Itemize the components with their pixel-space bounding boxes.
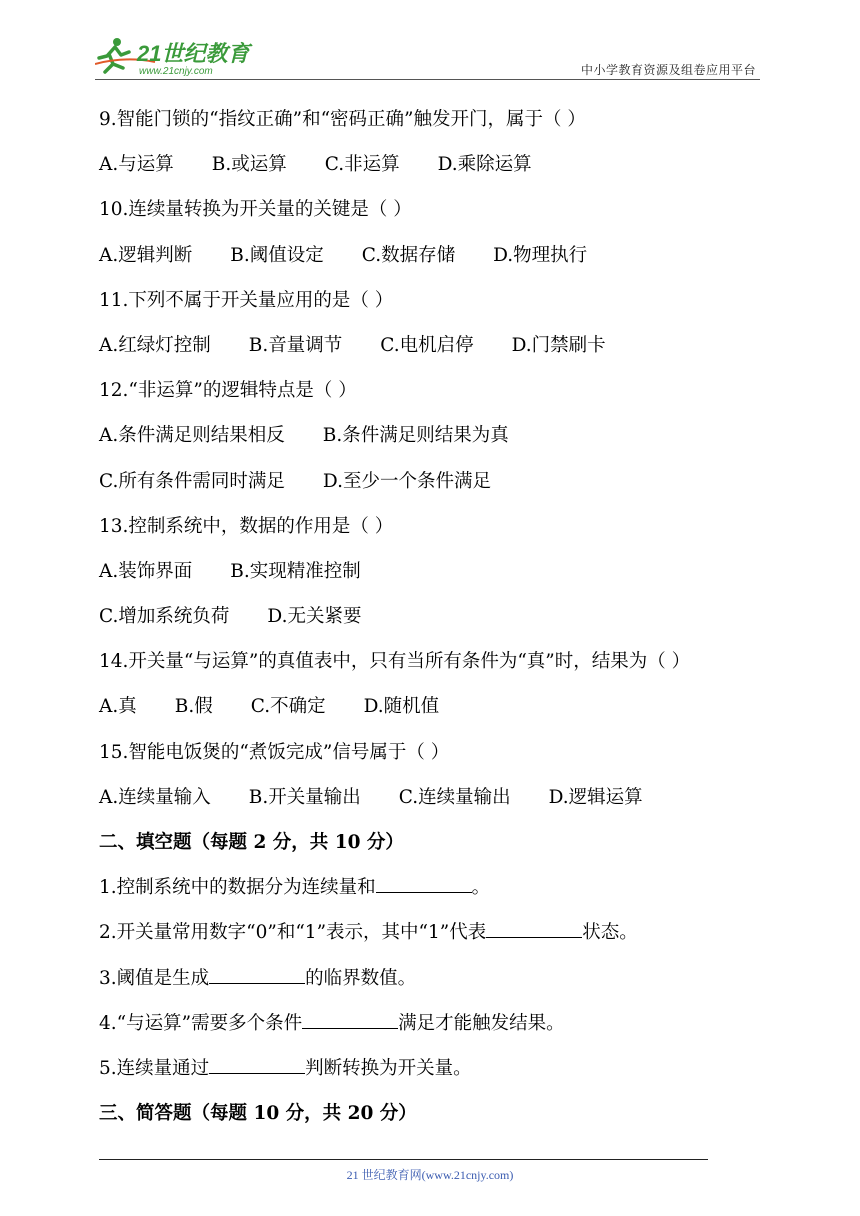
question-stem: 14.开关量“与运算”的真值表中，只有当所有条件为“真”时，结果为（ ）: [99, 651, 691, 673]
option-item: B.开关量输出: [248, 786, 361, 808]
option-item: D.乘除运算: [437, 154, 532, 176]
option-row: [99, 330, 779, 375]
answer-blank[interactable]: [486, 917, 582, 938]
fill-blank-text-before: 4.“与运算”需要多个条件: [99, 1012, 303, 1034]
option-row: [99, 149, 779, 194]
answer-blank[interactable]: [302, 1008, 398, 1029]
option-row: [99, 601, 779, 646]
fill-blank-item: [99, 872, 779, 917]
fill-blank-item: [99, 963, 779, 1008]
option-item: B.条件满足则结果为真: [322, 425, 509, 447]
header-divider: [95, 79, 760, 80]
question-stem: 13.控制系统中，数据的作用是（ ）: [99, 515, 394, 537]
fill-blank-text-after: 满足才能触发结果。: [398, 1012, 565, 1034]
header-platform-text: 中小学教育资源及组卷应用平台: [580, 63, 756, 77]
runner-logo-icon: [95, 34, 265, 76]
option-row: [99, 240, 779, 285]
fill-blank-text-before: 3.阈值是生成: [99, 967, 210, 989]
fill-blank-text-after: 。: [471, 877, 491, 899]
option-item: D.随机值: [363, 696, 440, 718]
option-item: C.非运算: [324, 154, 400, 176]
option-item: D.物理执行: [493, 244, 588, 266]
option-row: [99, 466, 779, 511]
option-item: C.所有条件需同时满足: [99, 470, 285, 492]
option-item: D.无关紧要: [267, 606, 362, 628]
option-item: A.装饰界面: [99, 560, 193, 582]
question-stem: 15.智能电饭煲的“煮饭完成”信号属于（ ）: [99, 741, 450, 763]
logo: [95, 34, 265, 76]
answer-blank[interactable]: [209, 963, 305, 984]
option-item: B.假: [174, 696, 213, 718]
question-stem: 9.智能门锁的“指纹正确”和“密码正确”触发开门，属于（ ）: [99, 109, 586, 130]
section-title-fill-blank: 二、填空题（每题 2 分，共 10 分）: [99, 832, 404, 853]
option-item: B.音量调节: [248, 334, 343, 356]
option-item: A.逻辑判断: [99, 244, 193, 266]
fill-blank-item: [99, 1053, 779, 1098]
option-item: C.不确定: [250, 696, 326, 718]
question-list: [99, 104, 779, 827]
option-item: A.连续量输入: [99, 786, 211, 808]
option-item: C.电机启停: [380, 334, 474, 356]
exam-content: [99, 104, 779, 1143]
fill-blank-text-before: 5.连续量通过: [99, 1057, 210, 1079]
fill-blank-text-before: 2.开关量常用数字“0”和“1”表示，其中“1”代表: [99, 922, 487, 944]
page-header: [95, 34, 760, 80]
option-item: D.门禁刷卡: [511, 334, 606, 356]
option-item: B.阈值设定: [230, 244, 324, 266]
fill-blank-text-after: 的临界数值。: [305, 967, 417, 989]
option-row: [99, 420, 779, 465]
fill-blank-text-after: 状态。: [582, 922, 638, 944]
fill-blank-text-after: 判断转换为开关量。: [305, 1057, 472, 1079]
option-item: A.条件满足则结果相反: [99, 425, 285, 447]
answer-blank[interactable]: [209, 1053, 305, 1074]
fill-blank-text-before: 1.控制系统中的数据分为连续量和: [99, 877, 376, 899]
option-item: A.红绿灯控制: [99, 334, 211, 356]
footer-link[interactable]: 21 世纪教育网(www.21cnjy.com): [346, 1168, 514, 1182]
option-item: C.连续量输出: [398, 786, 511, 808]
section-title-short-answer: 三、简答题（每题 10 分，共 20 分）: [99, 1103, 417, 1125]
fill-blank-list: [99, 872, 779, 1098]
option-item: C.数据存储: [361, 244, 456, 266]
question-stem: 10.连续量转换为开关量的关键是（ ）: [99, 199, 412, 221]
option-row: [99, 556, 779, 601]
option-item: B.或运算: [211, 154, 287, 176]
option-item: D.逻辑运算: [548, 786, 643, 808]
svg-text:21世纪教育: 21世纪教育: [137, 41, 250, 66]
fill-blank-item: [99, 1008, 779, 1053]
option-item: A.与运算: [99, 154, 174, 176]
fill-blank-item: [99, 917, 779, 962]
footer-divider: [99, 1159, 708, 1160]
option-row: [99, 782, 779, 827]
question-stem: 12.“非运算”的逻辑特点是（ ）: [99, 380, 357, 402]
answer-blank[interactable]: [376, 872, 472, 893]
option-item: C.增加系统负荷: [99, 606, 230, 628]
svg-text:www.21cnjy.com: www.21cnjy.com: [139, 66, 213, 76]
option-row: [99, 691, 779, 736]
option-item: D.至少一个条件满足: [322, 470, 491, 492]
option-item: A.真: [99, 696, 137, 718]
question-stem: 11.下列不属于开关量应用的是（ ）: [99, 289, 394, 311]
option-item: B.实现精准控制: [230, 560, 361, 582]
